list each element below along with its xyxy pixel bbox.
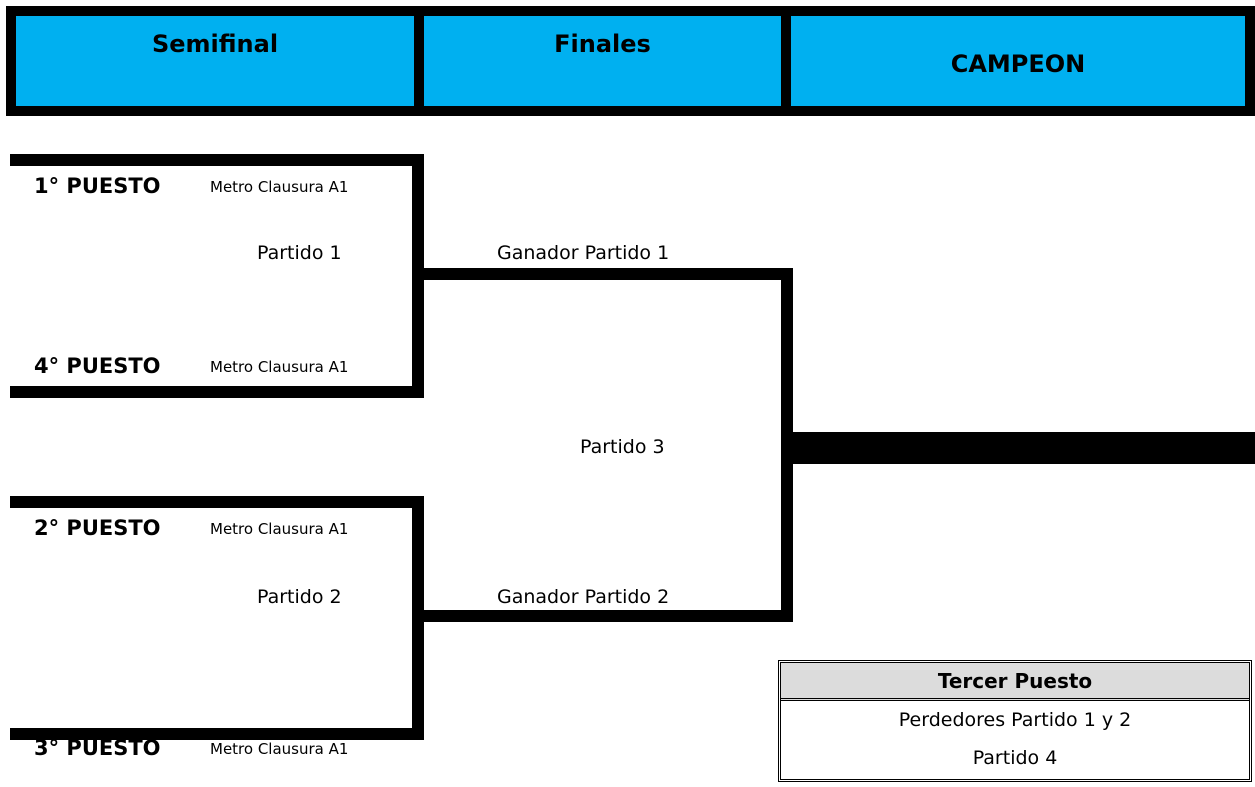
header-finales (424, 16, 781, 106)
third-place-title: Tercer Puesto (781, 663, 1249, 701)
header-finales-label: Finales (554, 30, 651, 58)
header-semifinal-label: Semifinal (151, 30, 279, 58)
sf2-seed-bottom: 3° PUESTO (34, 736, 161, 760)
sf1-top-line (10, 154, 424, 166)
sf1-bottom-line (10, 386, 424, 398)
sf1-seed-bottom: 4° PUESTO (34, 354, 161, 378)
header-campeon (791, 16, 1245, 106)
sf1-team-top: Metro Clausura A1 (210, 178, 349, 196)
sf2-team-top: Metro Clausura A1 (210, 520, 349, 538)
header-semifinal (16, 16, 414, 106)
sf1-seed-top: 1° PUESTO (34, 174, 161, 198)
sf1-match: Partido 1 (257, 242, 342, 264)
header-campeon-label: CAMPEON (950, 50, 1086, 78)
sf2-match: Partido 2 (257, 586, 342, 608)
sf1-team-bottom: Metro Clausura A1 (210, 358, 349, 376)
third-place-description: Perdedores Partido 1 y 2 (898, 709, 1132, 731)
third-place-match: Partido 4 (972, 747, 1058, 769)
final-winner-1: Ganador Partido 1 (497, 242, 670, 264)
sf2-team-bottom: Metro Clausura A1 (210, 740, 349, 758)
sf2-top-line (10, 496, 424, 508)
final-bottom-line (412, 610, 793, 622)
sf2-seed-top: 2° PUESTO (34, 516, 161, 540)
final-top-line (412, 268, 793, 280)
final-winner-2: Ganador Partido 2 (497, 586, 670, 608)
champion-line (781, 432, 1255, 464)
final-match: Partido 3 (580, 436, 665, 458)
third-place-box (778, 660, 1252, 782)
